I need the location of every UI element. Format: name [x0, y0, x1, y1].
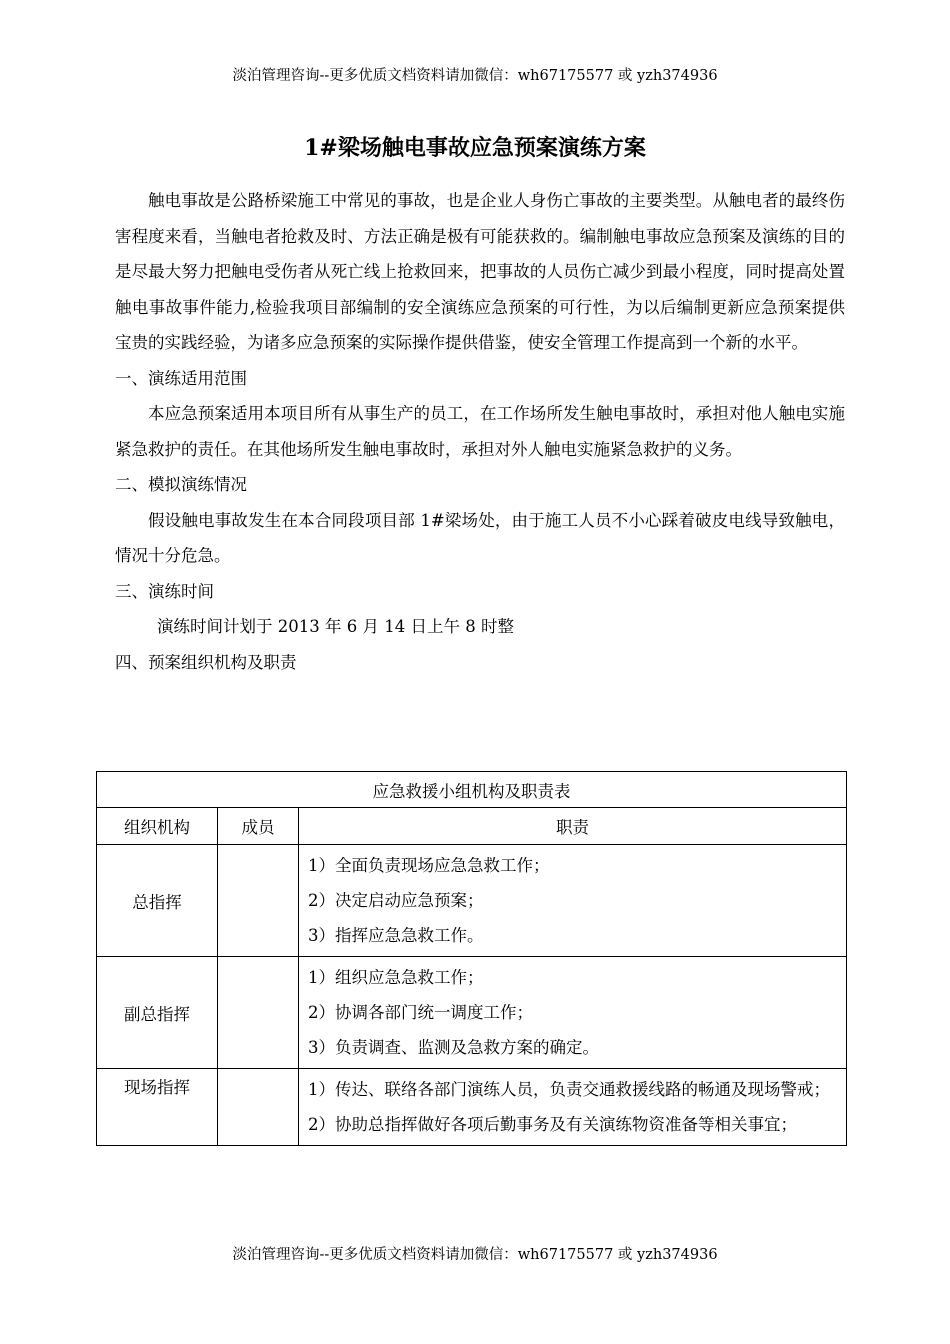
duty-item: 2）决定启动应急预案；	[308, 891, 484, 910]
section-heading-scope: 一、演练适用范围	[115, 368, 247, 388]
column-header-organization: 组织机构	[97, 808, 218, 845]
column-header-member: 成员	[218, 808, 299, 845]
section-heading-time: 三、演练时间	[115, 581, 214, 601]
duty-item: 2）协调各部门统一调度工作；	[308, 1003, 533, 1022]
duty-item: 2）协助总指挥做好各项后勤事务及有关演练物资准备等相关事宜；	[308, 1115, 797, 1134]
document-body	[115, 183, 845, 680]
scenario-paragraph: 假设触电事故发生在本合同段项目部 1#梁场处，由于施工人员不小心踩着破皮电线导致触电，情况十分危急。	[115, 510, 845, 565]
member-cell	[218, 957, 299, 1069]
duty-item: 1）传达、联络各部门演练人员，负责交通救援线路的畅通及现场警戒；	[308, 1080, 830, 1099]
section-heading-scenario: 二、模拟演练情况	[115, 475, 247, 494]
duties-cell	[299, 845, 847, 957]
table-caption: 应急救援小组机构及职责表	[97, 772, 847, 808]
role-cell: 副总指挥	[97, 957, 218, 1069]
table-header-row	[97, 808, 847, 845]
table-row	[97, 1069, 847, 1146]
member-cell	[218, 845, 299, 957]
role-cell: 总指挥	[97, 845, 218, 957]
page-header: 淡泊管理咨询--更多优质文档资料请加微信：wh67175577 或 yzh374936	[232, 68, 718, 84]
duty-item: 3）指挥应急急救工作。	[308, 926, 484, 945]
duty-item: 1）全面负责现场应急急救工作；	[308, 856, 550, 875]
member-cell	[218, 1069, 299, 1146]
section-heading-organization: 四、预案组织机构及职责	[115, 652, 297, 672]
table-row	[97, 957, 847, 1069]
page-footer: 淡泊管理咨询--更多优质文档资料请加微信：wh67175577 或 yzh374936	[232, 1247, 718, 1263]
intro-paragraph: 触电事故是公路桥梁施工中常见的事故，也是企业人身伤亡事故的主要类型。从触电者的最终伤害程度来看，当触电者抢救及时、方法正确是极有可能获救的。编制触电事故应急预案及演练的目的是尽最大努力把触电受伤者从死亡线上抢救回来，把事故的人员伤亡减少到最小程度，同时提高处置触电事故事件能力,检验我项目部编制的安全演练应急预案的可行性，为以后编制更新应急预案提供宝贵的实践经验，为诸多应急预案的实际操作提供借鉴，使安全管理工作提高到一个新的水平。	[115, 191, 845, 352]
time-paragraph: 演练时间计划于 2013 年 6 月 14 日上午 8 时整	[157, 617, 514, 636]
duties-cell	[299, 1069, 847, 1146]
role-cell: 现场指挥	[97, 1069, 218, 1146]
table-row	[97, 845, 847, 957]
duty-item: 3）负责调查、监测及急救方案的确定。	[308, 1038, 599, 1057]
duty-table	[96, 771, 847, 1146]
duties-cell	[299, 957, 847, 1069]
column-header-duty: 职责	[299, 808, 847, 845]
duty-item: 1）组织应急急救工作；	[308, 968, 484, 987]
scope-paragraph: 本应急预案适用本项目所有从事生产的员工，在工作场所发生触电事故时，承担对他人触电实施紧急救护的责任。在其他场所发生触电事故时，承担对外人触电实施紧急救护的义务。	[115, 404, 845, 459]
document-title: 1#梁场触电事故应急预案演练方案	[304, 135, 646, 161]
